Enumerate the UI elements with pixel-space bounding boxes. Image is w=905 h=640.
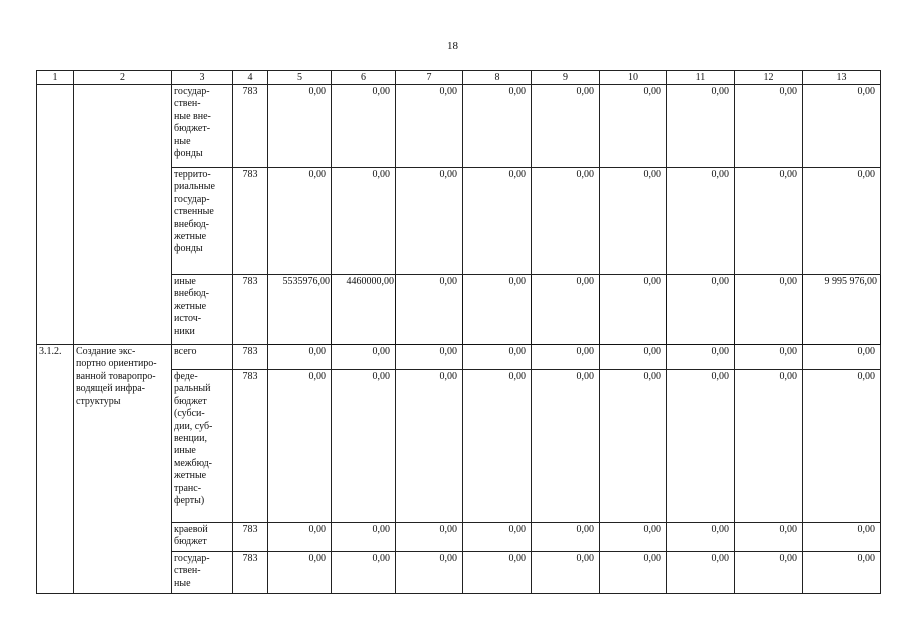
page-number: 18 — [447, 40, 458, 52]
amount-cell: 0,00 — [600, 168, 667, 275]
amount-cell: 0,00 — [332, 345, 396, 370]
column-header: 9 — [532, 71, 600, 85]
column-header: 7 — [396, 71, 463, 85]
amount-cell: 0,00 — [532, 275, 600, 345]
amount-cell: 0,00 — [600, 85, 667, 168]
amount-cell: 0,00 — [532, 85, 600, 168]
amount-cell: 0,00 — [667, 552, 735, 594]
amount-cell: 0,00 — [396, 275, 463, 345]
amount-cell: 5535976,00 — [268, 275, 332, 345]
amount-cell: 0,00 — [268, 85, 332, 168]
amount-cell: 0,00 — [735, 370, 803, 523]
amount-cell: 4460000,00 — [332, 275, 396, 345]
amount-cell: 0,00 — [463, 345, 532, 370]
row-title-cell: Создание экс- портно ориентиро- ванной товаропро- водящей инфра- структуры — [74, 345, 172, 594]
amount-cell: 0,00 — [463, 552, 532, 594]
amount-cell: 0,00 — [332, 168, 396, 275]
budget-code: 783 — [233, 345, 268, 370]
amount-cell: 0,00 — [532, 370, 600, 523]
column-header: 11 — [667, 71, 735, 85]
amount-cell: 0,00 — [600, 523, 667, 552]
amount-cell: 0,00 — [667, 168, 735, 275]
amount-cell: 0,00 — [735, 168, 803, 275]
column-header: 2 — [74, 71, 172, 85]
amount-cell: 0,00 — [667, 370, 735, 523]
amount-cell: 0,00 — [268, 523, 332, 552]
budget-code: 783 — [233, 370, 268, 523]
funding-source: краевой бюджет — [172, 523, 233, 552]
column-header: 13 — [803, 71, 881, 85]
amount-cell: 0,00 — [463, 275, 532, 345]
amount-cell: 0,00 — [396, 370, 463, 523]
amount-cell: 0,00 — [396, 168, 463, 275]
row-number-cell: 3.1.2. — [37, 345, 74, 594]
column-header: 12 — [735, 71, 803, 85]
amount-cell: 0,00 — [600, 275, 667, 345]
amount-cell: 0,00 — [600, 345, 667, 370]
column-header: 1 — [37, 71, 74, 85]
column-header: 10 — [600, 71, 667, 85]
table-row — [37, 345, 881, 370]
amount-cell: 0,00 — [667, 85, 735, 168]
amount-cell: 0,00 — [463, 85, 532, 168]
amount-cell: 0,00 — [396, 523, 463, 552]
amount-cell: 0,00 — [332, 85, 396, 168]
amount-cell: 0,00 — [803, 345, 881, 370]
funding-source: террито- риальные государ- ственные внебюд- жетные фонды — [172, 168, 233, 275]
amount-cell: 0,00 — [600, 552, 667, 594]
amount-cell: 0,00 — [463, 370, 532, 523]
column-header: 4 — [233, 71, 268, 85]
budget-table — [36, 70, 881, 594]
amount-cell: 0,00 — [735, 85, 803, 168]
budget-code: 783 — [233, 85, 268, 168]
amount-cell: 0,00 — [532, 552, 600, 594]
row-title-cell — [74, 85, 172, 345]
amount-cell: 0,00 — [667, 523, 735, 552]
amount-cell: 0,00 — [268, 370, 332, 523]
funding-source: государ- ствен- ные вне- бюджет- ные фонды — [172, 85, 233, 168]
column-header: 5 — [268, 71, 332, 85]
funding-source: всего — [172, 345, 233, 370]
amount-cell: 0,00 — [532, 345, 600, 370]
funding-source: феде- ральный бюджет (субси- дии, суб- венции, иные межбюд- жетные транс- ферты) — [172, 370, 233, 523]
amount-cell: 0,00 — [268, 552, 332, 594]
amount-cell: 0,00 — [667, 345, 735, 370]
column-header: 6 — [332, 71, 396, 85]
amount-cell: 0,00 — [268, 168, 332, 275]
table-row — [37, 85, 881, 168]
amount-cell: 0,00 — [396, 345, 463, 370]
amount-cell: 0,00 — [803, 370, 881, 523]
amount-cell: 9 995 976,00 — [803, 275, 881, 345]
amount-cell: 0,00 — [803, 523, 881, 552]
amount-cell: 0,00 — [803, 85, 881, 168]
column-header: 3 — [172, 71, 233, 85]
amount-cell: 0,00 — [667, 275, 735, 345]
column-header-row — [37, 71, 881, 85]
amount-cell: 0,00 — [803, 552, 881, 594]
amount-cell: 0,00 — [735, 552, 803, 594]
amount-cell: 0,00 — [332, 523, 396, 552]
amount-cell: 0,00 — [532, 168, 600, 275]
amount-cell: 0,00 — [396, 85, 463, 168]
column-header: 8 — [463, 71, 532, 85]
budget-code: 783 — [233, 523, 268, 552]
amount-cell: 0,00 — [396, 552, 463, 594]
amount-cell: 0,00 — [735, 345, 803, 370]
amount-cell: 0,00 — [332, 370, 396, 523]
budget-code: 783 — [233, 275, 268, 345]
funding-source: иные внебюд- жетные источ- ники — [172, 275, 233, 345]
amount-cell: 0,00 — [463, 523, 532, 552]
budget-code: 783 — [233, 168, 268, 275]
amount-cell: 0,00 — [735, 523, 803, 552]
amount-cell: 0,00 — [600, 370, 667, 523]
row-number-cell — [37, 85, 74, 345]
funding-source: государ- ствен- ные — [172, 552, 233, 594]
amount-cell: 0,00 — [803, 168, 881, 275]
budget-code: 783 — [233, 552, 268, 594]
amount-cell: 0,00 — [532, 523, 600, 552]
amount-cell: 0,00 — [463, 168, 532, 275]
amount-cell: 0,00 — [332, 552, 396, 594]
amount-cell: 0,00 — [735, 275, 803, 345]
amount-cell: 0,00 — [268, 345, 332, 370]
